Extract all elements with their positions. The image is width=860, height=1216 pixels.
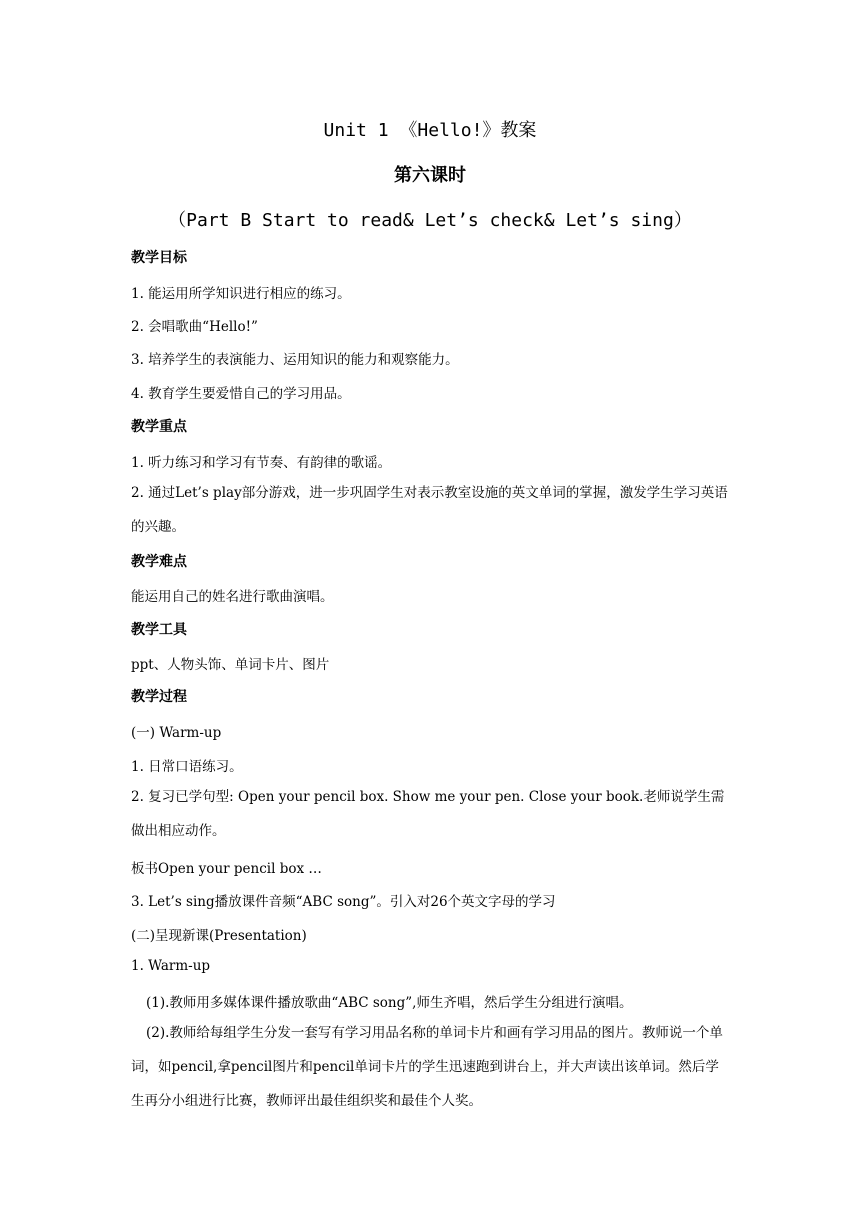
difficulties-heading: 教学难点	[131, 554, 187, 570]
difficulty-item: 能运用自己的姓名进行歌曲演唱。	[131, 589, 334, 605]
objective-item: 4. 教育学生要爱惜自己的学习用品。	[131, 386, 351, 402]
key-points-heading: 教学重点	[131, 419, 187, 435]
process-heading: 教学过程	[131, 689, 187, 705]
process-item: (一) Warm-up	[131, 725, 222, 741]
process-item: 板书Open your pencil box …	[131, 861, 322, 877]
objective-item: 2. 会唱歌曲“Hello!”	[131, 319, 258, 335]
process-item: (二)呈现新课(Presentation)	[131, 928, 307, 944]
document-title: Unit 1 《Hello!》教案	[323, 120, 537, 141]
process-item: 3. Let’s sing播放课件音频“ABC song”。引入对26个英文字母的学习	[131, 894, 556, 910]
tools-heading: 教学工具	[131, 622, 187, 638]
process-item: 2. 复习已学句型: Open your pencil box. Show me your pen. Close your book.老师说学生需做出相应动作。	[131, 789, 725, 839]
process-item: (2).教师给每组学生分发一套写有学习用品名称的单词卡片和画有学习用品的图片。教师说一个单词，如pencil,拿pencil图片和pencil单词卡片的学生迅速跑到讲台上，并大声读出该单词。然后学生再分小组进行比赛，教师评出最佳组织奖和最佳个人奖。	[131, 1025, 723, 1109]
process-item: 1. 日常口语练习。	[131, 759, 243, 775]
lesson-title: 第六课时	[394, 165, 466, 186]
process-item: 1. Warm-up	[131, 958, 211, 974]
objective-item: 3. 培养学生的表演能力、运用知识的能力和观察能力。	[131, 352, 459, 368]
key-point-item: 1. 听力练习和学习有节奏、有韵律的歌谣。	[131, 455, 392, 471]
key-point-item: 2. 通过Let’s play部分游戏，进一步巩固学生对表示教室设施的英文单词的掌握，激发学生学习英语的兴趣。	[131, 485, 728, 535]
parts-subtitle: （Part B Start to read& Let’s check& Let’s sing）	[168, 210, 692, 231]
objective-item: 1. 能运用所学知识进行相应的练习。	[131, 286, 351, 302]
process-item: (1).教师用多媒体课件播放歌曲“ABC song”,师生齐唱，然后学生分组进行演唱。	[146, 995, 633, 1011]
tool-item: ppt、人物头饰、单词卡片、图片	[131, 657, 330, 673]
objectives-heading: 教学目标	[131, 250, 187, 266]
